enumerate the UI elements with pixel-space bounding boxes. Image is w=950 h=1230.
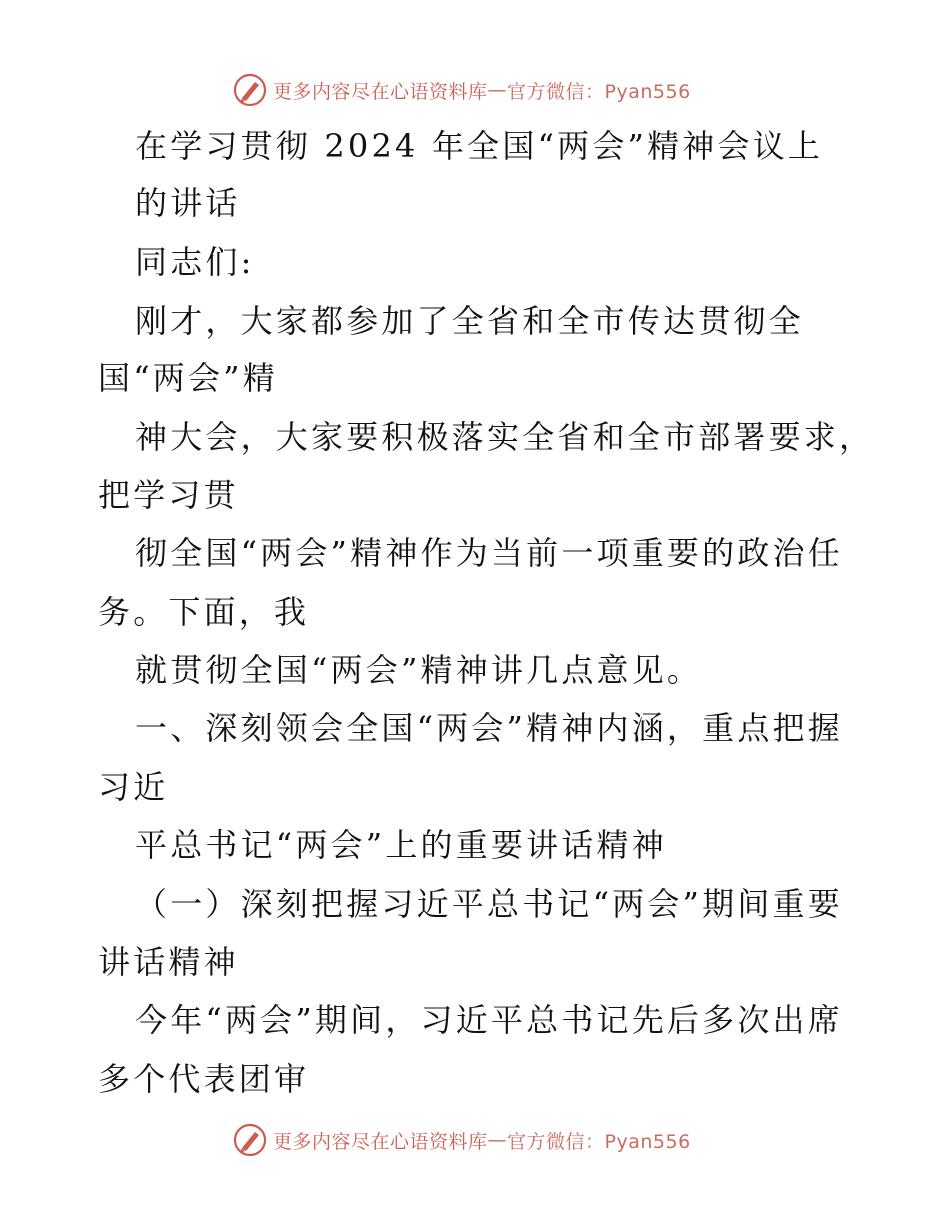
paragraph-line: 多个代表团审 — [98, 1060, 310, 1098]
pen-logo-icon — [233, 73, 267, 107]
title-line-1: 在学习贯彻 2024 年全国“两会”精神会议上 — [135, 127, 824, 165]
watermark-text: 更多内容尽在心语资料库 — [273, 80, 488, 103]
footer-watermark — [233, 1122, 753, 1158]
paragraph-line: 刚才，大家都参加了全省和全市传达贯彻全 — [135, 302, 804, 340]
pen-logo-icon — [233, 1123, 267, 1157]
watermark-contact: 官方微信：Pyan556 — [507, 1130, 691, 1153]
subsection-heading-line: （一）深刻把握习近平总书记“两会”期间重要 — [135, 885, 843, 923]
paragraph-line: 务。下面，我 — [98, 593, 310, 631]
title-line-2: 的讲话 — [135, 184, 241, 222]
paragraph-line: 今年“两会”期间，习近平总书记先后多次出席 — [135, 1001, 843, 1039]
paragraph-line: 国“两会”精 — [98, 359, 278, 397]
salutation: 同志们: — [135, 243, 255, 281]
paragraph-line: 就贯彻全国“两会”精神讲几点意见。 — [135, 651, 703, 689]
paragraph-line: 彻全国“两会”精神作为当前一项重要的政治任 — [135, 534, 843, 572]
header-watermark — [233, 72, 753, 108]
subsection-heading-line: 讲话精神 — [98, 943, 239, 981]
watermark-contact: 官方微信：Pyan556 — [507, 80, 691, 103]
watermark-text: 更多内容尽在心语资料库 — [273, 1130, 488, 1153]
paragraph-line: 把学习贯 — [98, 476, 239, 514]
paragraph-line: 神大会，大家要积极落实全省和全市部署要求， — [135, 418, 875, 456]
section-heading-line: 习近 — [98, 768, 169, 806]
watermark-separator: — — [487, 1129, 508, 1151]
watermark-separator: — — [487, 79, 508, 101]
section-heading-line: 一、深刻领会全国“两会”精神内涵，重点把握 — [135, 709, 843, 747]
section-heading-line: 平总书记“两会”上的重要讲话精神 — [135, 826, 667, 864]
